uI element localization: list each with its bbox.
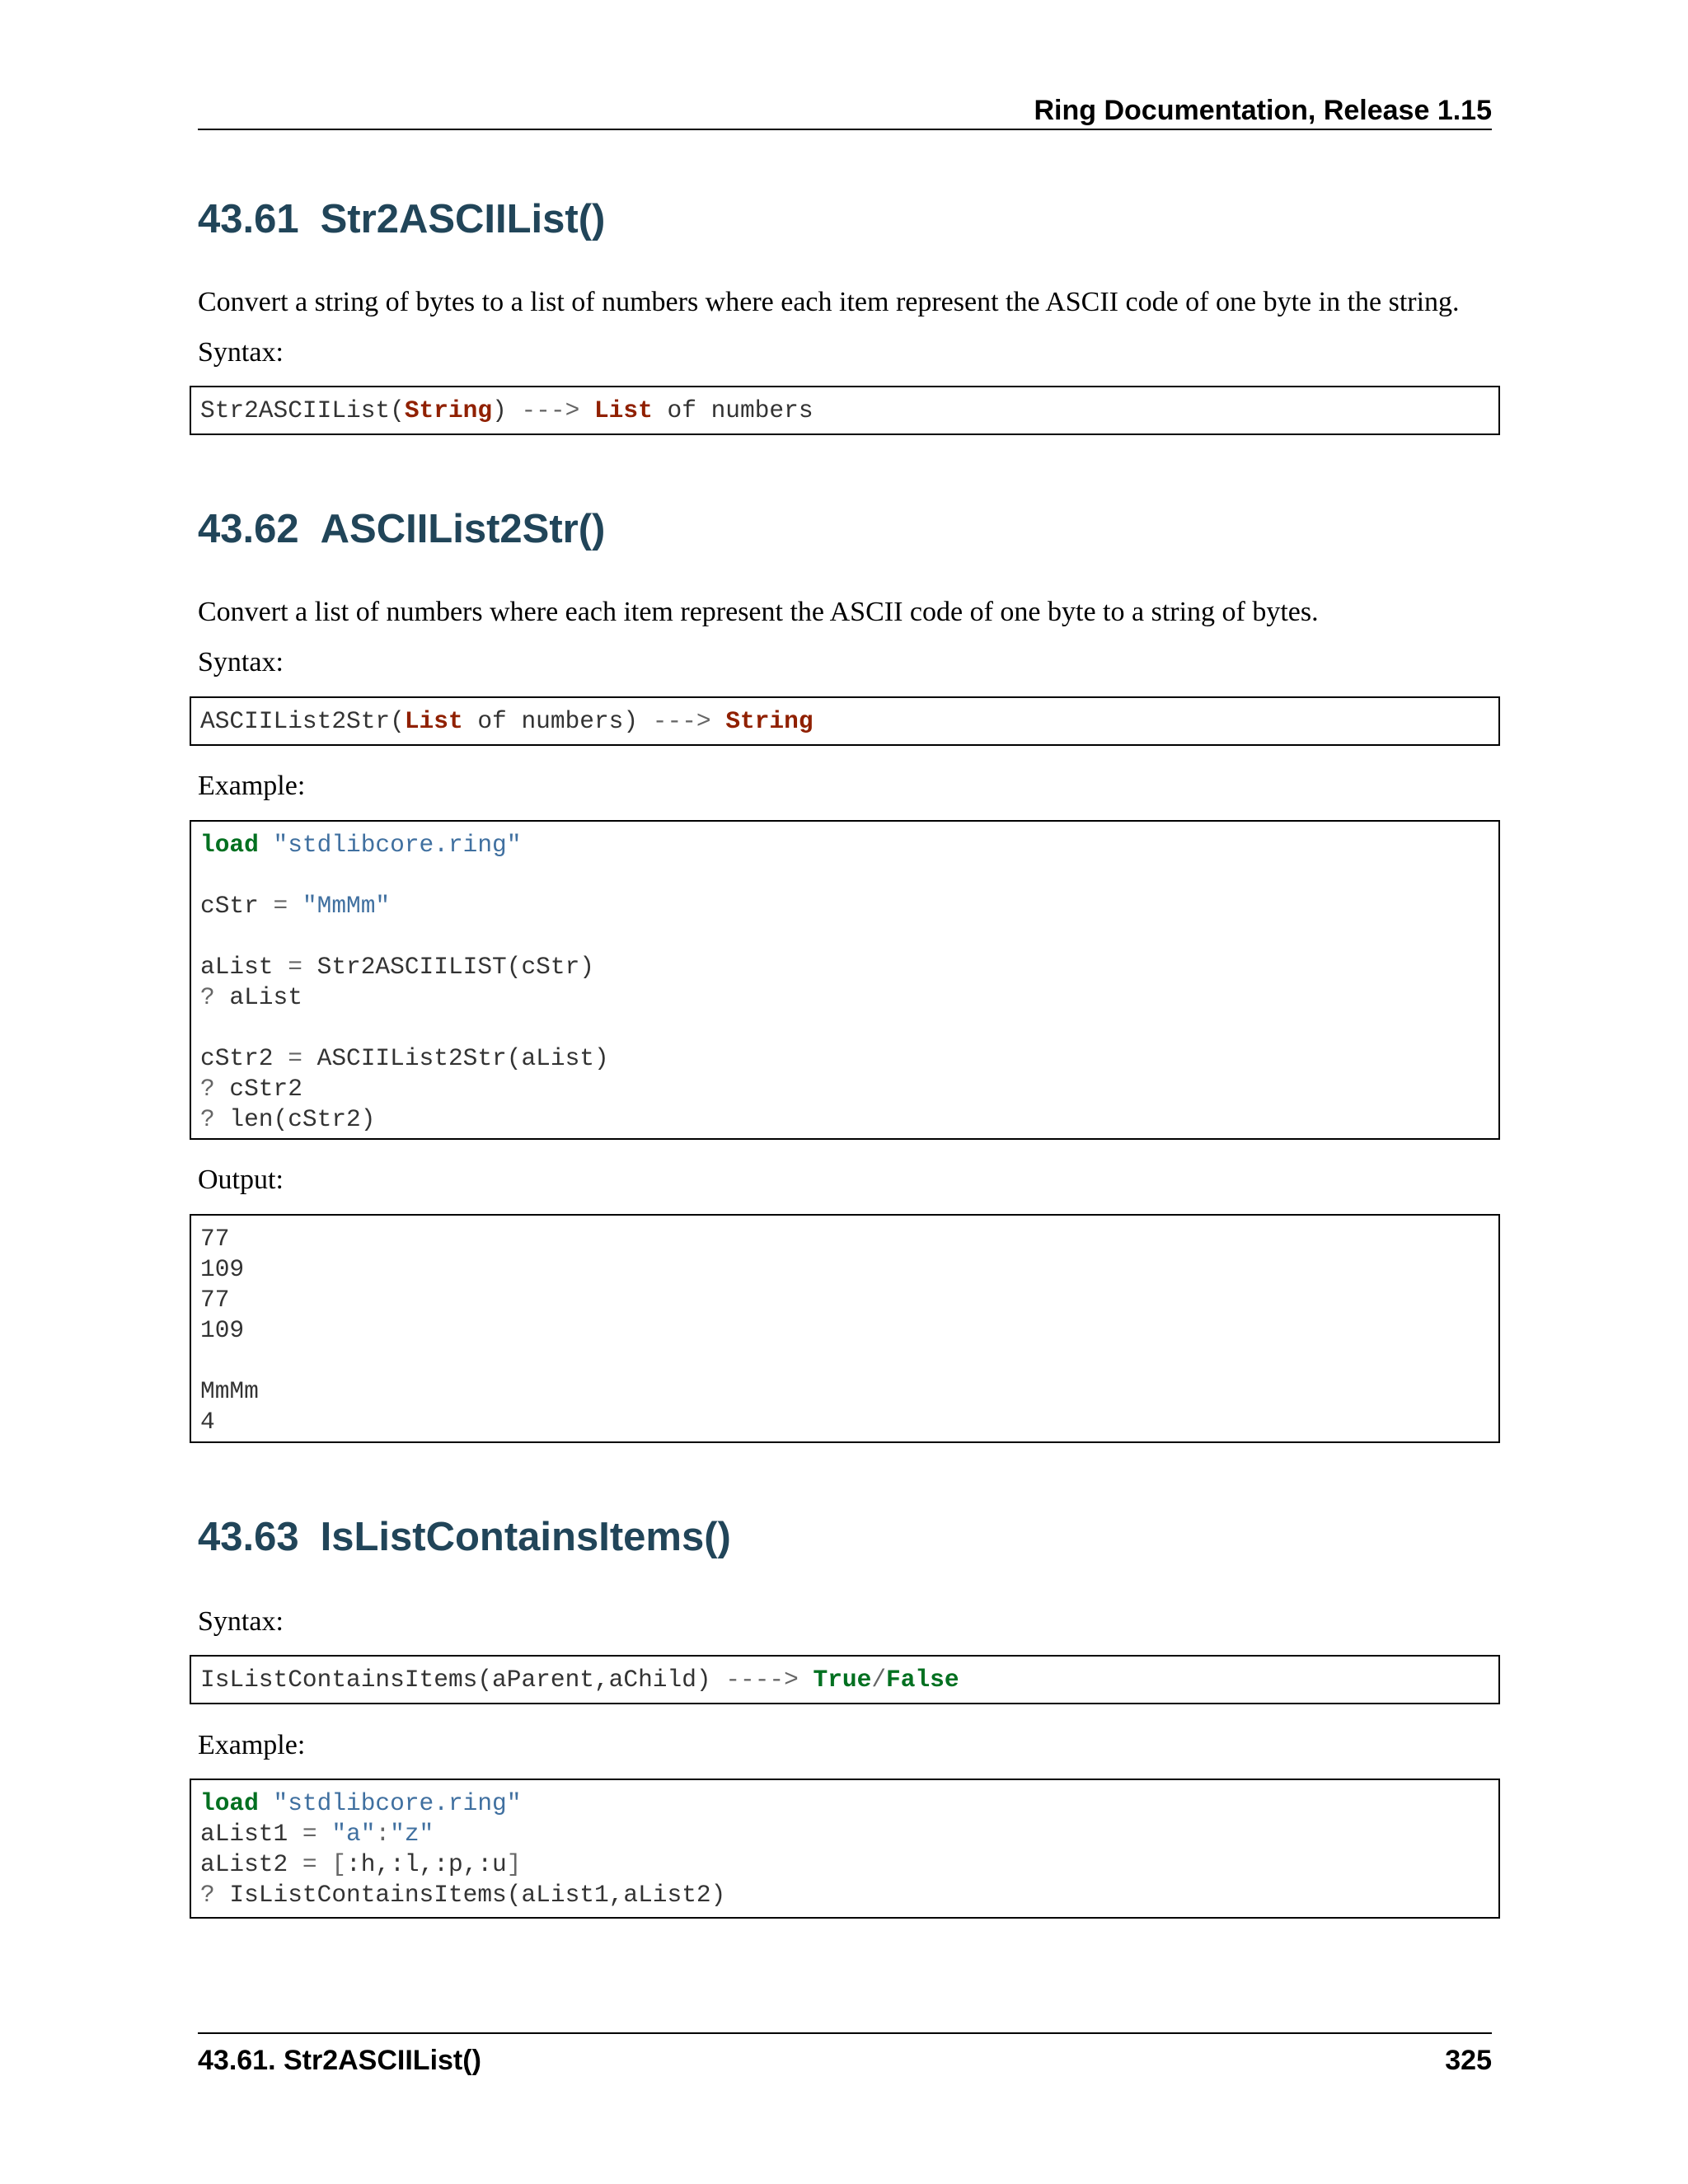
code-token: [ bbox=[316, 1850, 347, 1878]
page-number: 325 bbox=[1445, 2045, 1492, 2076]
code-token: : bbox=[375, 1820, 391, 1848]
section-title: ASCIIList2Str() bbox=[320, 507, 606, 551]
code-token: ASCIIList2Str( bbox=[200, 707, 405, 735]
section-description: Convert a string of bytes to a list of numbers where each item represent the ASCII code of one byte in the string. bbox=[198, 287, 1460, 317]
code-token: ? bbox=[200, 983, 215, 1011]
code-token: = bbox=[288, 1044, 302, 1072]
code-token: aList bbox=[200, 953, 288, 981]
code-token: "MmMm" bbox=[288, 892, 391, 920]
code-token: ASCIIList2Str(aList) bbox=[302, 1044, 609, 1072]
output-line bbox=[200, 1346, 1489, 1376]
code-token: False bbox=[886, 1666, 959, 1694]
code-token: aList1 bbox=[200, 1820, 302, 1848]
code-token: "stdlibcore.ring" bbox=[273, 831, 522, 859]
code-token: True bbox=[813, 1666, 872, 1694]
syntax-label: Syntax: bbox=[198, 647, 284, 677]
code-token: load bbox=[200, 1789, 259, 1817]
syntax-code-block bbox=[190, 696, 1500, 746]
code-token: ---> bbox=[638, 707, 726, 735]
syntax-label: Syntax: bbox=[198, 1606, 284, 1637]
code-token: ? bbox=[200, 1881, 215, 1909]
section-title: Str2ASCIIList() bbox=[320, 197, 606, 241]
code-token: / bbox=[871, 1666, 887, 1694]
code-token: of numbers bbox=[652, 396, 814, 424]
code-token: "z" bbox=[390, 1820, 434, 1848]
section-number: 43.61 bbox=[198, 197, 299, 241]
code-token: aList bbox=[214, 983, 302, 1011]
example-label: Example: bbox=[198, 1730, 306, 1760]
code-token: String bbox=[404, 396, 493, 424]
code-token: cStr2 bbox=[214, 1075, 302, 1103]
code-token: ] bbox=[506, 1850, 522, 1878]
output-line: 77 bbox=[200, 1225, 230, 1253]
section-description: Convert a list of numbers where each item represent the ASCII code of one byte to a string of bytes. bbox=[198, 597, 1319, 627]
code-token: aList2 bbox=[200, 1850, 302, 1878]
example-label: Example: bbox=[198, 771, 306, 801]
code-token: IsListContainsItems(aParent,aChild) bbox=[200, 1666, 726, 1694]
page-header: Ring Documentation, Release 1.15 bbox=[198, 92, 1492, 130]
section-title: IsListContainsItems() bbox=[320, 1515, 731, 1559]
code-token: cStr bbox=[200, 892, 274, 920]
code-token: ) bbox=[492, 396, 507, 424]
section-heading-43-61 bbox=[198, 194, 605, 244]
code-token: = bbox=[302, 1850, 317, 1878]
code-token: "stdlibcore.ring" bbox=[273, 1789, 522, 1817]
code-token: "a" bbox=[316, 1820, 376, 1848]
page-footer bbox=[198, 2032, 1492, 2079]
code-token bbox=[799, 1666, 814, 1694]
section-heading-43-63 bbox=[198, 1512, 731, 1562]
section-number: 43.62 bbox=[198, 507, 299, 551]
code-token: IsListContainsItems(aList1,aList2) bbox=[214, 1881, 726, 1909]
code-token: cStr2 bbox=[200, 1044, 288, 1072]
code-token: len(cStr2) bbox=[214, 1105, 376, 1133]
code-token: List bbox=[404, 707, 463, 735]
code-token: of numbers) bbox=[462, 707, 639, 735]
code-token: String bbox=[725, 707, 814, 735]
code-token: List bbox=[593, 396, 653, 424]
output-line: 4 bbox=[200, 1408, 215, 1436]
code-token: ----> bbox=[725, 1666, 799, 1694]
output-line: 109 bbox=[200, 1316, 245, 1344]
code-token: ? bbox=[200, 1075, 215, 1103]
code-token: = bbox=[288, 953, 302, 981]
example-code-block bbox=[190, 1779, 1500, 1919]
output-code-block bbox=[190, 1214, 1500, 1443]
syntax-label: Syntax: bbox=[198, 337, 284, 368]
section-heading-43-62 bbox=[198, 504, 605, 554]
code-token: Str2ASCIIList( bbox=[200, 396, 405, 424]
code-token: :h,:l,:p,:u bbox=[346, 1850, 507, 1878]
code-token: load bbox=[200, 831, 259, 859]
output-line: MmMm bbox=[200, 1377, 259, 1405]
section-number: 43.63 bbox=[198, 1515, 299, 1559]
code-token: ? bbox=[200, 1105, 215, 1133]
output-line: 109 bbox=[200, 1255, 245, 1283]
syntax-code-block bbox=[190, 386, 1500, 435]
output-label: Output: bbox=[198, 1165, 284, 1195]
code-token: ---> bbox=[506, 396, 594, 424]
code-token: Str2ASCIILIST(cStr) bbox=[302, 953, 594, 981]
code-token: = bbox=[302, 1820, 317, 1848]
syntax-code-block bbox=[190, 1655, 1500, 1704]
code-token: = bbox=[273, 892, 288, 920]
footer-section: 43.61. Str2ASCIIList() bbox=[198, 2045, 481, 2076]
output-line: 77 bbox=[200, 1286, 230, 1314]
example-code-block bbox=[190, 820, 1500, 1140]
